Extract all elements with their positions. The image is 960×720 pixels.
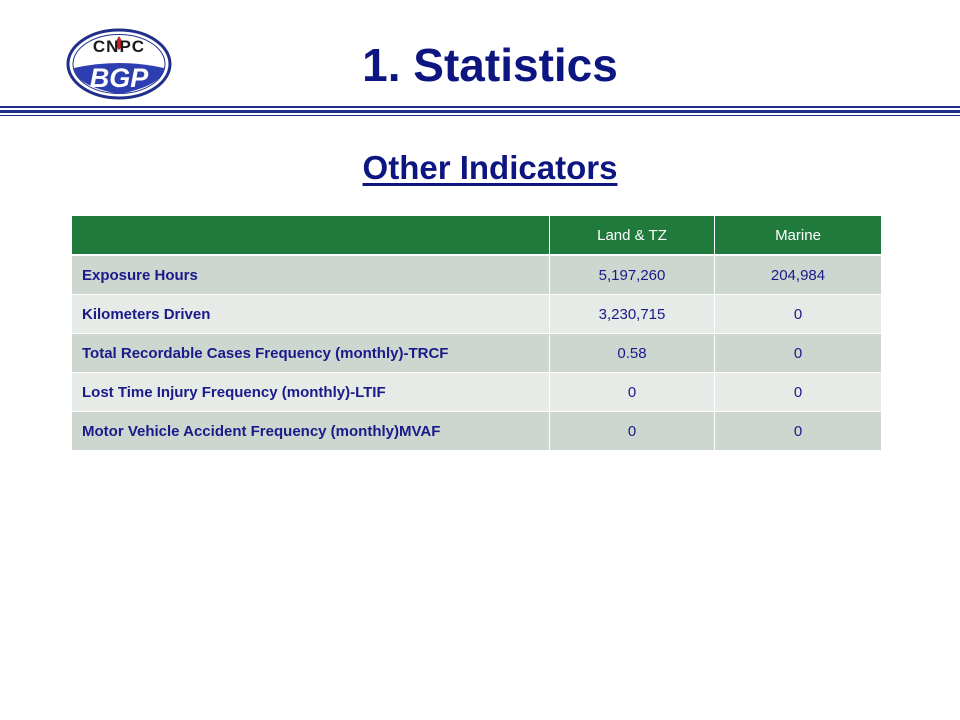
- table-row: [72, 256, 881, 295]
- row-label: Motor Vehicle Accident Frequency (monthly)MVAF: [72, 412, 550, 451]
- table-row: [72, 412, 881, 451]
- marine-value: 0: [715, 295, 881, 334]
- marine-value: 0: [715, 334, 881, 373]
- land-tz-value: 5,197,260: [550, 256, 715, 295]
- column-header-land-tz: Land & TZ: [550, 216, 715, 256]
- row-label: Exposure Hours: [72, 256, 550, 295]
- column-header-indicator: [72, 216, 550, 256]
- logo-bottom-text: BGP: [89, 63, 149, 93]
- marine-value: 0: [715, 412, 881, 451]
- table-header-row: [72, 216, 881, 256]
- table-row: [72, 295, 881, 334]
- logo-top-text: CNPC: [92, 37, 146, 56]
- table-row: [72, 334, 881, 373]
- indicators-table: [72, 216, 881, 451]
- land-tz-value: 0: [550, 412, 715, 451]
- slide-title: 1. Statistics: [362, 39, 618, 91]
- header-rule: [0, 106, 960, 108]
- land-tz-value: 0: [550, 373, 715, 412]
- table-row: [72, 373, 881, 412]
- marine-value: 0: [715, 373, 881, 412]
- marine-value: 204,984: [715, 256, 881, 295]
- column-header-marine: Marine: [715, 216, 881, 256]
- header-rule: [0, 110, 960, 113]
- section-subtitle: Other Indicators: [362, 149, 618, 186]
- land-tz-value: 3,230,715: [550, 295, 715, 334]
- row-label: Kilometers Driven: [72, 295, 550, 334]
- row-label: Total Recordable Cases Frequency (monthly)-TRCF: [72, 334, 550, 373]
- land-tz-value: 0.58: [550, 334, 715, 373]
- row-label: Lost Time Injury Frequency (monthly)-LTIF: [72, 373, 550, 412]
- header-rule: [0, 115, 960, 116]
